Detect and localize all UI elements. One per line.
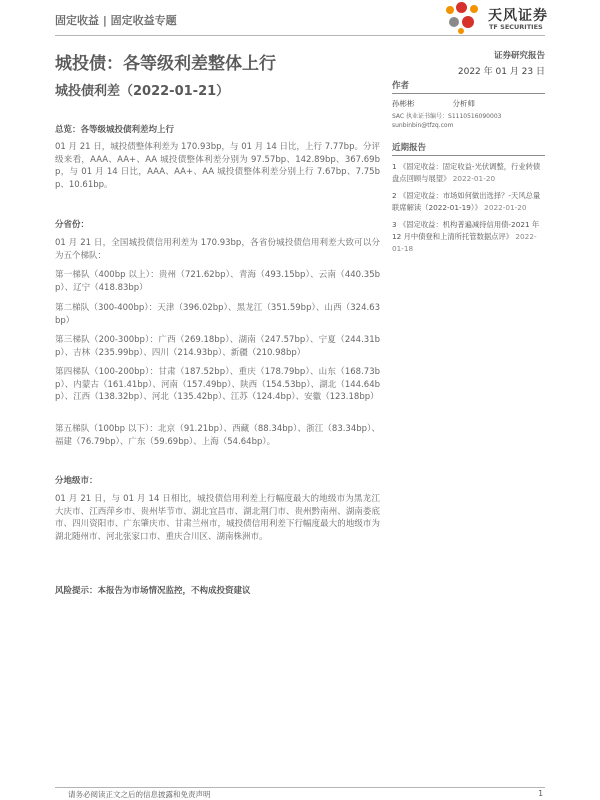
logo-text-cn: 天风证券 bbox=[488, 8, 548, 24]
company-logo bbox=[444, 2, 574, 34]
recent-report-item[interactable]: 1 《固定收益：固定收益-光伏调整，行业转债盘点回顾与展望》 2022-01-20 bbox=[392, 162, 541, 183]
author-name: 孙彬彬 bbox=[392, 99, 415, 108]
province-tier-5: 第五梯队（100bp 以下）：北京（91.21bp）、西藏（88.34bp）、浙江（83.34bp）、福建（76.79bp）、广东（59.69bp）、上海（54.64bp）。 bbox=[55, 424, 380, 447]
report-title: 城投债：各等级利差整体上行 bbox=[55, 54, 276, 74]
recent-report-item[interactable]: 2 《固定收益：市场如何做出选择？-天风总量联席解读（2022-01-19）》 2022-01-20 bbox=[392, 191, 541, 212]
section-province-heading: 分省份： bbox=[55, 220, 90, 230]
author-row bbox=[392, 98, 545, 109]
section-overview-heading: 总览：各等级城投债利差均上行 bbox=[55, 125, 175, 135]
author-sac: SAC 执业证书编号：S1110516090003 bbox=[392, 113, 502, 120]
author-panel bbox=[392, 79, 545, 129]
province-tier-4: 第四梯队（100-200bp）：甘肃（187.52bp）、重庆（178.79bp）、山东（168.73bp）、内蒙古（161.41bp）、河南（157.49bp）、陕西（154.53bp）、湖北（144.64bp）、江西（138.32bp）、河北（135.42bp）、江苏（124.4bp）、安徽（123.18bp） bbox=[55, 367, 380, 402]
footer-divider bbox=[55, 787, 545, 788]
header-divider bbox=[55, 35, 545, 36]
logo-mark-icon bbox=[444, 2, 484, 34]
recent-report-item[interactable]: 3 《固定收益：机构普遍减持信用债-2021 年 12 月中债登和上清所托管数据点评》 2022-01-18 bbox=[392, 220, 540, 253]
header-category: 固定收益 | 固定收益专题 bbox=[55, 14, 177, 27]
recent-reports-heading: 近期报告 bbox=[392, 141, 545, 156]
province-tier-2: 第二梯队（300-400bp）：天津（396.02bp）、黑龙江（351.59bp）、山西（324.63bp） bbox=[55, 303, 380, 326]
author-role: 分析师 bbox=[452, 99, 475, 108]
author-heading: 作者 bbox=[392, 79, 545, 94]
city-paragraph: 01 月 21 日，与 01 月 14 日相比，城投债信用利差上行幅度最大的地级市为黑龙江大庆市、江西萍乡市、贵州毕节市、湖北宜昌市、湖北荆门市、贵州黔南州、湖南娄底市、四川资阳市、广东肇庆市、甘肃兰州市，城投债信用利差下行幅度最大的地级市为湖北随州市、河北张家口市、重庆合川区、湖南株洲市。 bbox=[55, 494, 380, 542]
report-type: 证券研究报告 bbox=[493, 51, 545, 61]
report-date: 2022 年 01 月 23 日 bbox=[457, 67, 545, 77]
footer-disclaimer: 请务必阅读正文之后的信息披露和免责声明 bbox=[68, 790, 211, 799]
province-intro-paragraph: 01 月 21 日，全国城投债信用利差为 170.93bp，各省份城投债信用利差大致可以分为五个梯队： bbox=[55, 238, 380, 261]
page-number: 1 bbox=[538, 789, 543, 798]
province-tier-1: 第一梯队（400bp 以上）：贵州（721.62bp）、青海（493.15bp）、云南（440.35bp）、辽宁（418.83bp） bbox=[55, 270, 380, 293]
section-city-heading: 分地级市： bbox=[55, 476, 98, 486]
logo-text-en: TF SECURITIES bbox=[489, 23, 543, 31]
province-tier-3: 第三梯队（200-300bp）：广西（269.18bp）、湖南（247.57bp）、宁夏（244.31bp）、吉林（235.99bp）、四川（214.93bp）、新疆（210.98bp） bbox=[55, 335, 380, 358]
overview-paragraph: 01 月 21 日，城投债整体利差为 170.93bp，与 01 月 14 日比，上行 7.77bp。分评级来看，AAA、AA+、AA 城投债整体利差分别为 97.57bp、142.89bp、367.69bp，与 01 月 14 日比，AAA、AA+、AA 城投债整体利差分别上行 7.67bp、7.75bp、10.61bp。 bbox=[55, 142, 380, 190]
recent-reports-panel bbox=[392, 141, 545, 255]
report-subtitle: 城投债利差（2022-01-21） bbox=[55, 84, 230, 99]
author-email[interactable]: sunbinbin@tfzq.com bbox=[392, 122, 454, 129]
risk-warning: 风险提示：本报告为市场情况监控，不构成投资建议 bbox=[55, 586, 251, 596]
